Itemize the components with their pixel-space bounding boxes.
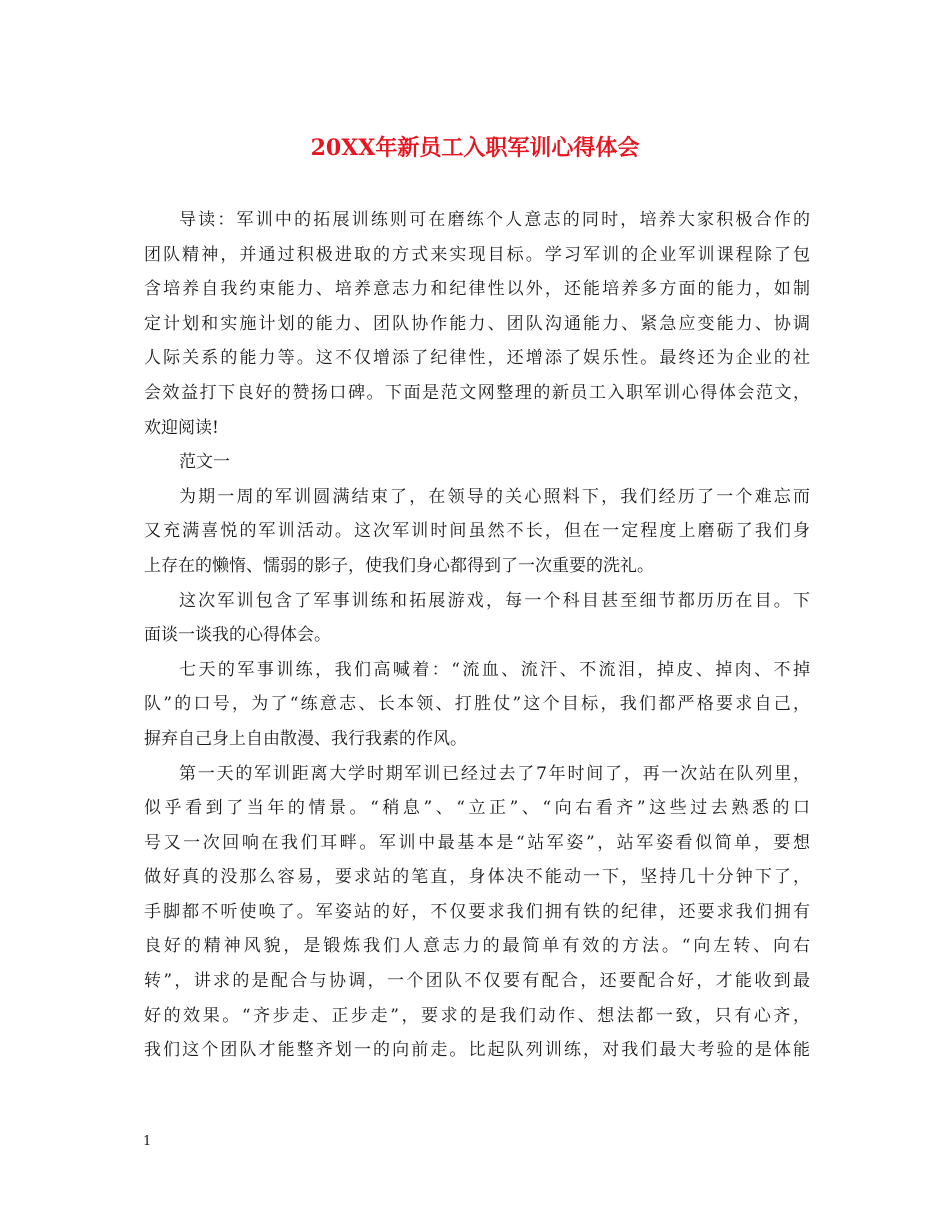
body-line: 做好真的没那么容易，要求站的笔直，身体决不能动一下，坚持几十分钟下了， [144, 867, 810, 888]
body-line: 导读：军训中的拓展训练则可在磨练个人意志的同时，培养大家积极合作的 [179, 210, 810, 230]
body-line: 人际关系的能力等。这不仅增添了纪律性，还增添了娱乐性。最终还为企业的社 [144, 348, 810, 369]
body-line: 范文一 [179, 452, 230, 473]
body-line: 团队精神，并通过积极进取的方式来实现目标。学习军训的企业军训课程除了包 [144, 244, 810, 265]
body-line: 为期一周的军训圆满结束了，在领导的关心照料下，我们经历了一个难忘而 [179, 486, 810, 507]
body-line: 好的效果。“齐步走、正步走”，要求的是我们动作、想法都一致，只有心齐， [144, 1005, 810, 1026]
body-line: 上存在的懒惰、懦弱的影子，使我们身心都得到了一次重要的洗礼。 [144, 555, 654, 576]
body-line: 我们这个团队才能整齐划一的向前走。比起队列训练，对我们最大考验的是体能 [144, 1040, 810, 1061]
body-line: 手脚都不听使唤了。军姿站的好，不仅要求我们拥有铁的纪律，还要求我们拥有 [144, 901, 810, 922]
body-line: 定计划和实施计划的能力、团队协作能力、团队沟通能力、紧急应变能力、协调 [144, 313, 810, 334]
document-title: 20XX年新员工入职军训心得体会 [310, 135, 640, 161]
body-line: 队”的口号，为了“练意志、长本领、打胜仗”这个目标，我们都严格要求自己， [144, 694, 810, 715]
body-line: 会效益打下良好的赞扬口碑。下面是范文网整理的新员工入职军训心得体会范文， [144, 382, 810, 403]
body-line: 欢迎阅读! [144, 417, 219, 438]
page-number: 1 [143, 1134, 152, 1149]
body-line: 摒弃自己身上自由散漫、我行我素的作风。 [144, 728, 467, 749]
body-line: 含培养自我约束能力、培养意志力和纪律性以外，还能培养多方面的能力，如制 [144, 279, 810, 300]
body-line: 面谈一谈我的心得体会。 [144, 625, 331, 646]
body-line: 转”，讲求的是配合与协调，一个团队不仅要有配合，还要配合好，才能收到最 [144, 971, 810, 992]
body-line: 又充满喜悦的军训活动。这次军训时间虽然不长，但在一定程度上磨砺了我们身 [144, 521, 810, 542]
body-line: 似乎看到了当年的情景。“稍息”、“立正”、“向右看齐”这些过去熟悉的口 [144, 798, 810, 819]
body-line: 良好的精神风貌，是锻炼我们人意志力的最简单有效的方法。“向左转、向右 [144, 936, 810, 957]
body-line: 这次军训包含了军事训练和拓展游戏，每一个科目甚至细节都历历在目。下 [179, 590, 810, 611]
body-line: 号又一次回响在我们耳畔。军训中最基本是“站军姿”，站军姿看似简单，要想 [144, 832, 810, 853]
document-body [144, 203, 810, 1068]
body-line: 第一天的军训距离大学时期军训已经过去了7年时间了，再一次站在队列里， [179, 763, 810, 784]
body-line: 七天的军事训练，我们高喊着：“流血、流汗、不流泪，掉皮、掉肉、不掉 [179, 659, 810, 680]
